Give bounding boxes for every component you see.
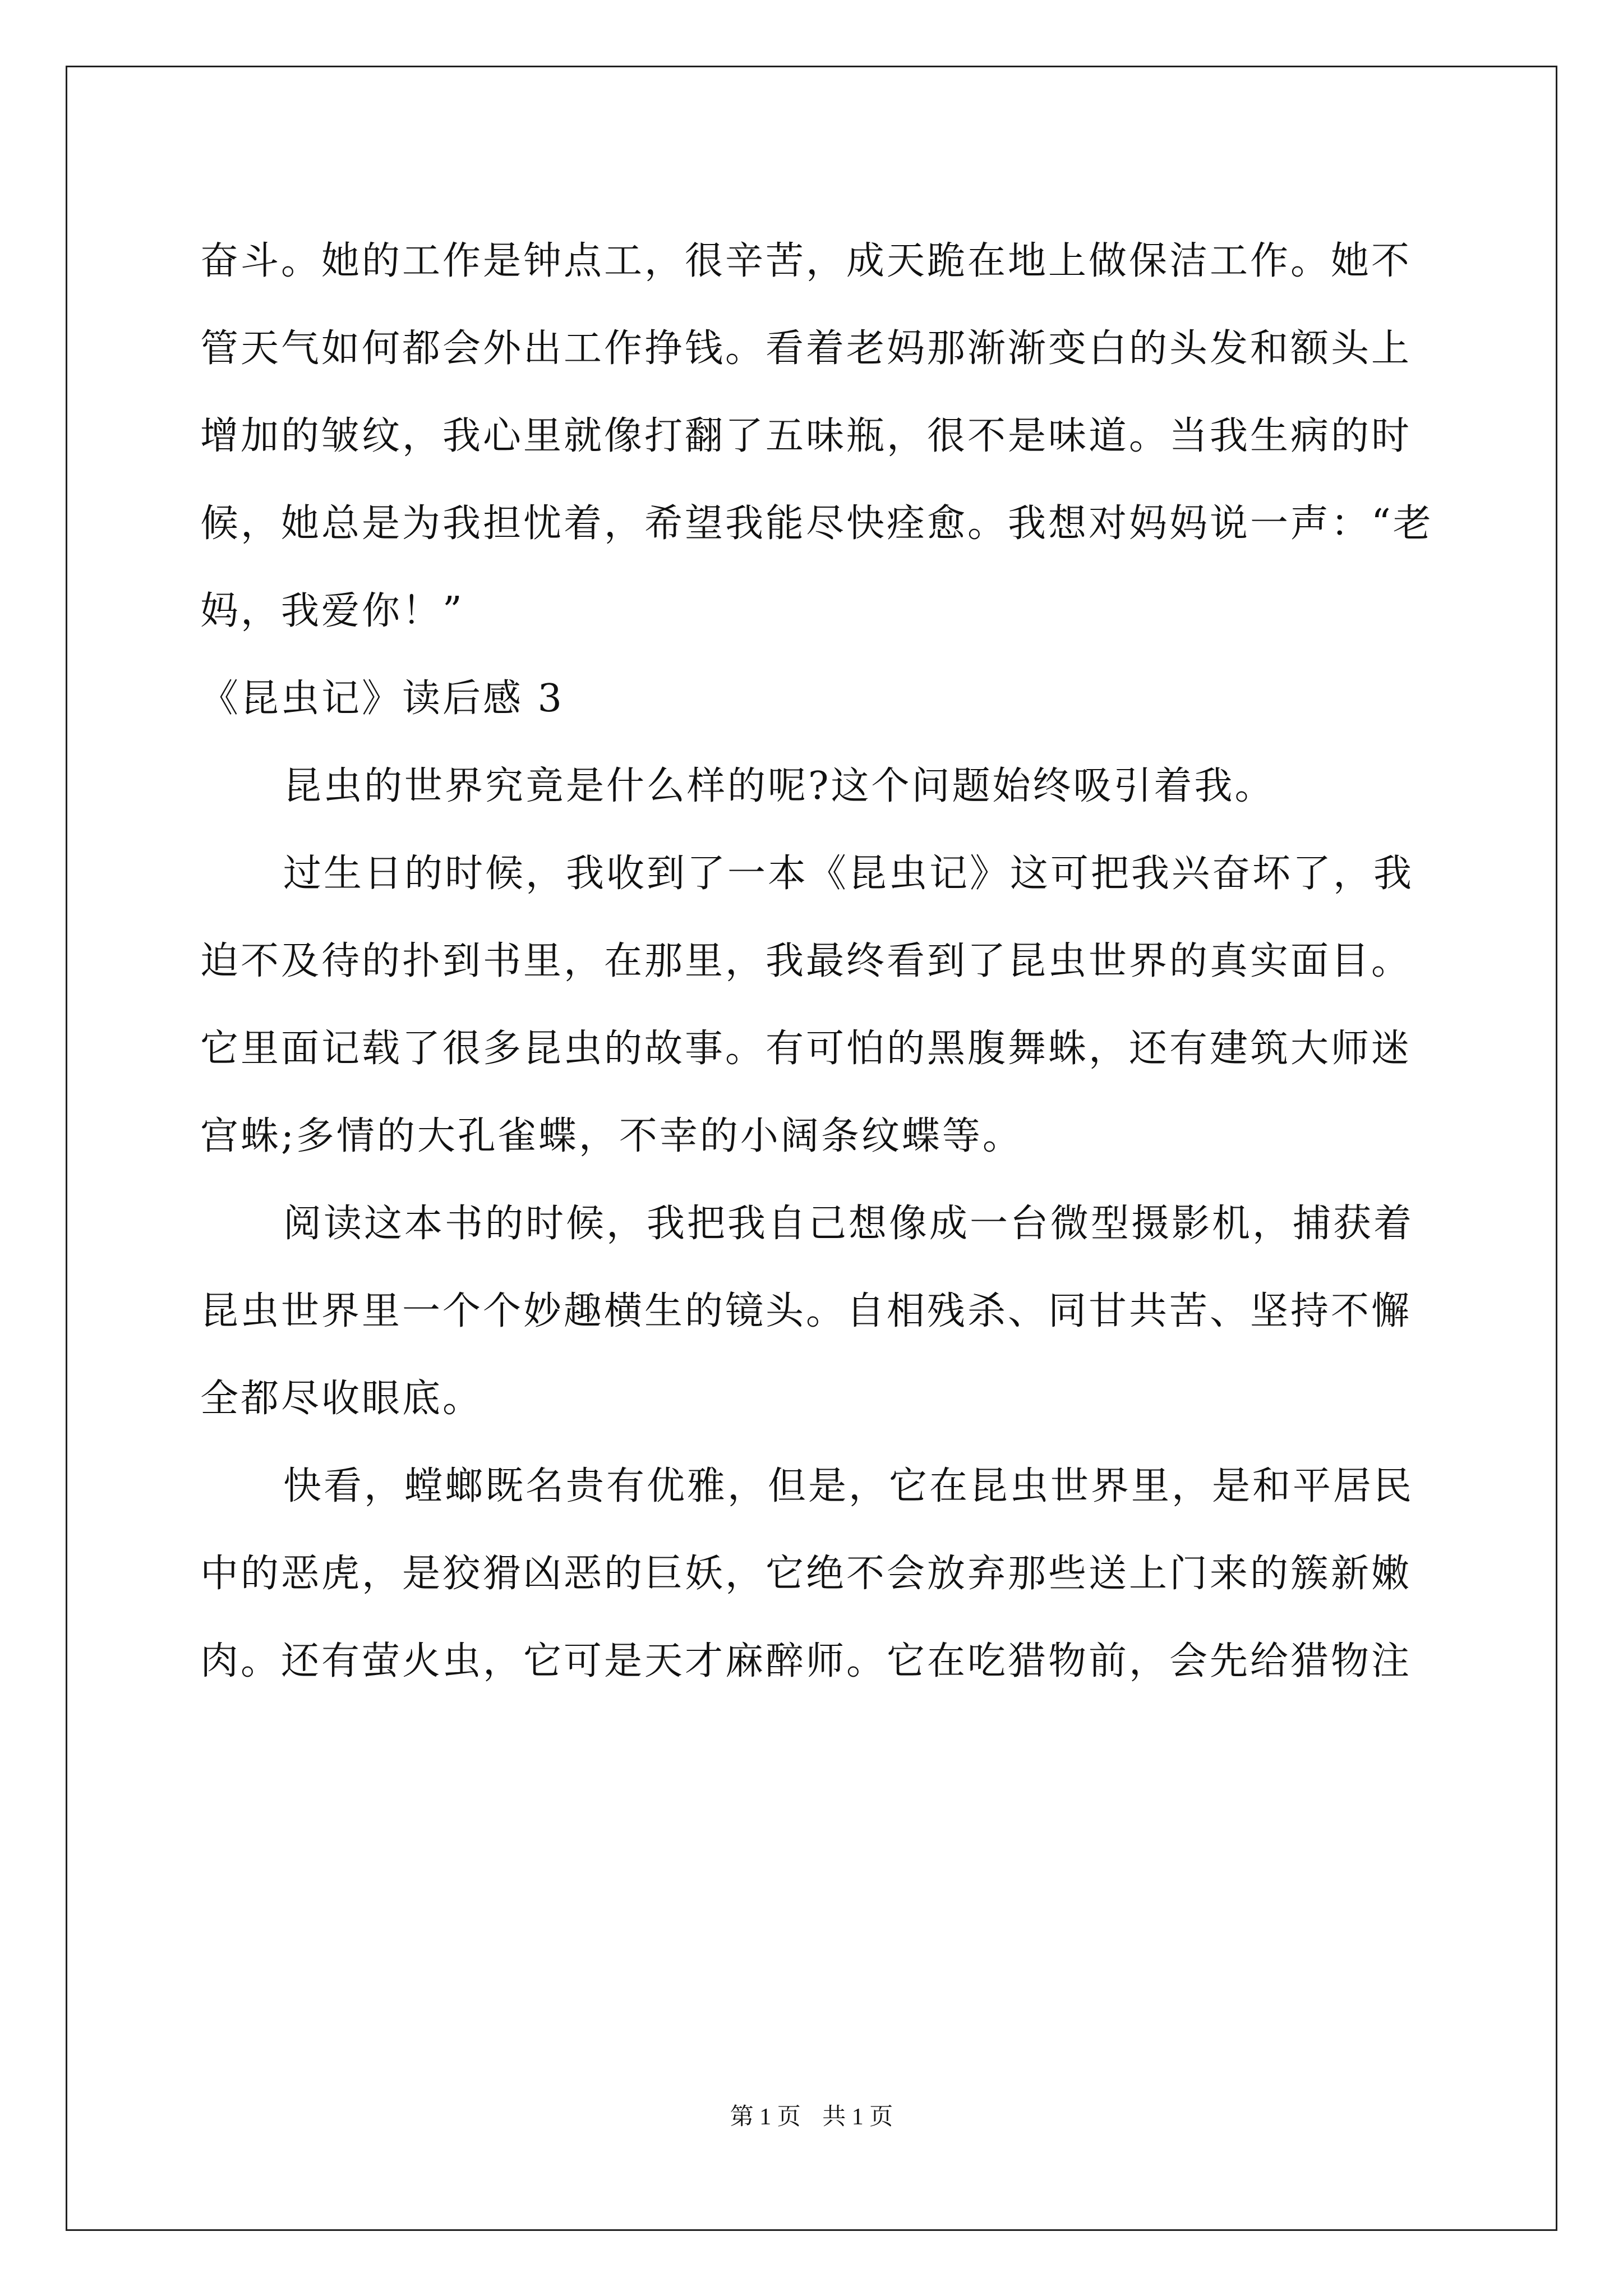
paragraph xyxy=(200,743,1423,830)
text-line: 它里面记载了很多昆虫的故事。有可怕的黑腹舞蛛，还有建筑大师迷 xyxy=(200,1027,1412,1071)
paragraph xyxy=(200,830,1423,1180)
text-line: 肉。还有萤火虫，它可是天才麻醉师。它在吃猎物前，会先给猎物注 xyxy=(200,1639,1412,1683)
text-line: 增加的皱纹，我心里就像打翻了五味瓶，很不是味道。当我生病的时 xyxy=(200,414,1412,458)
text-line: 昆虫世界里一个个妙趣横生的镜头。自相残杀、同甘共苦、坚持不懈 xyxy=(200,1289,1412,1333)
page-total: 共 1 页 xyxy=(822,2104,893,2130)
paragraph xyxy=(200,1443,1423,1705)
text-line: 妈，我爱你！” xyxy=(200,589,464,633)
page-footer xyxy=(0,2100,1623,2134)
text-line: 奋斗。她的工作是钟点工，很辛苦，成天跪在地上做保洁工作。她不 xyxy=(200,239,1412,283)
text-line: 快看，螳螂既名贵有优雅，但是，它在昆虫世界里，是和平居民 xyxy=(283,1464,1414,1508)
paragraph xyxy=(200,218,1433,655)
page-number: 第 1 页 xyxy=(730,2104,801,2130)
text-line: 昆虫的世界究竟是什么样的呢?这个问题始终吸引着我。 xyxy=(283,764,1275,808)
text-line: 过生日的时候，我收到了一本《昆虫记》这可把我兴奋坏了，我 xyxy=(283,852,1414,896)
text-line: 迫不及待的扑到书里，在那里，我最终看到了昆虫世界的真实面目。 xyxy=(200,939,1412,983)
text-line: 候，她总是为我担忧着，希望我能尽快痊愈。我想对妈妈说一声：“老 xyxy=(200,501,1433,546)
text-line: 宫蛛;多情的大孔雀蝶，不幸的小阔条纹蝶等。 xyxy=(200,1114,1023,1158)
paragraph xyxy=(200,1180,1423,1443)
text-line: 管天气如何都会外出工作挣钱。看着老妈那渐渐变白的头发和额头上 xyxy=(200,326,1412,371)
text-line: 全都尽收眼底。 xyxy=(200,1377,483,1421)
heading-text: 《昆虫记》读后感 3 xyxy=(200,677,564,721)
section-heading xyxy=(200,655,1423,743)
text-line: 中的恶虎，是狡猾凶恶的巨妖，它绝不会放弃那些送上门来的簇新嫩 xyxy=(200,1552,1412,1596)
text-line: 阅读这本书的时候，我把我自己想像成一台微型摄影机，捕获着 xyxy=(283,1202,1414,1246)
document-body xyxy=(200,218,1433,1705)
